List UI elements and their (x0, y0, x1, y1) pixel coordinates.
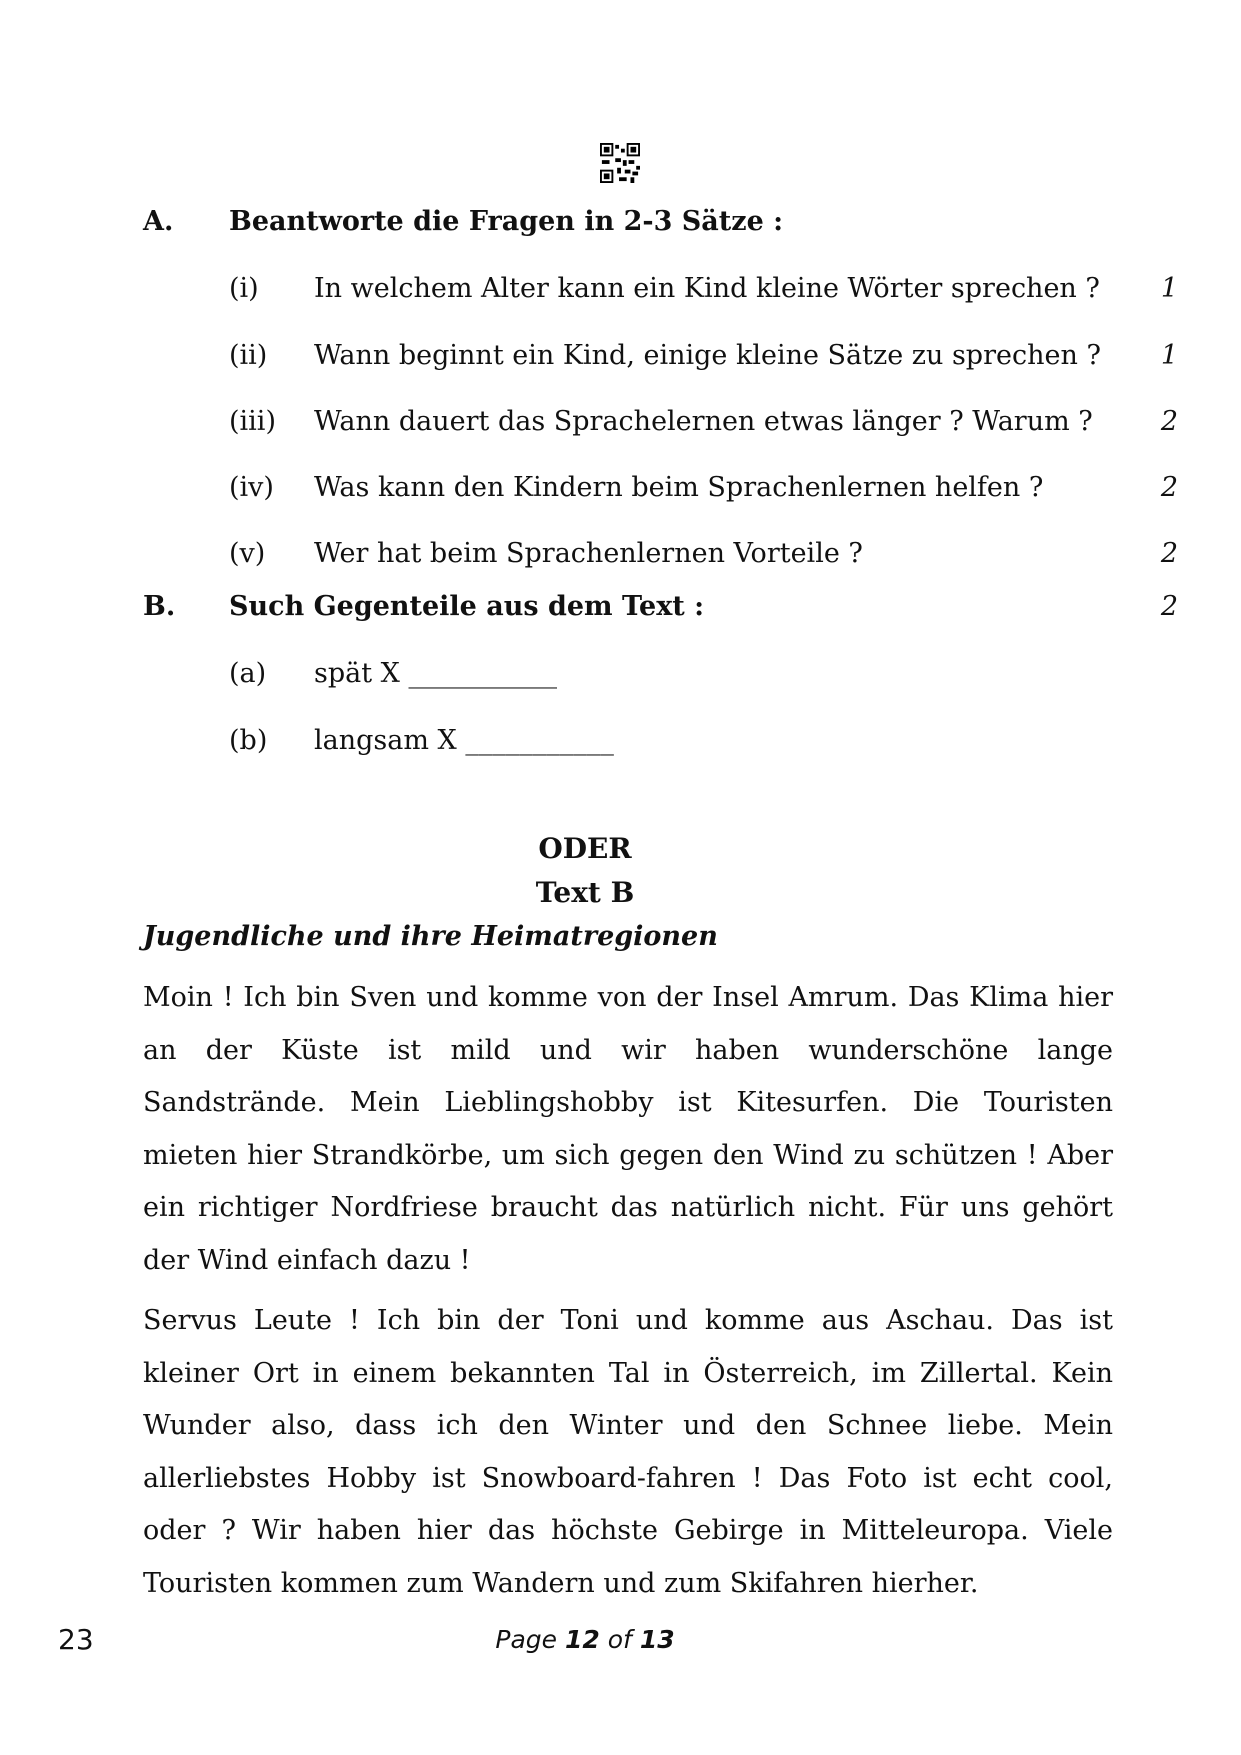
question-text: Wann beginnt ein Kind, einige kleine Sätze zu sprechen ? (314, 340, 1101, 371)
item-text: langsam X ___________ (314, 725, 614, 756)
page-indicator (0, 1625, 1170, 1654)
oder-heading: ODER (538, 832, 632, 865)
paragraph: Servus Leute ! Ich bin der Toni und komme aus Aschau. Das ist kleiner Ort in einem bekannten Tal in Österreich, im Zillertal. Kein Wunder also, dass ich den Winter und den Schnee liebe. Mein allerliebstes Hobby ist Snowboard-fahren ! Das Foto ist echt cool, oder ? Wir haben hier das höchste Gebirge in Mitteleuropa. Viele Touristen kommen zum Wandern und zum Skifahren hierher. (143, 1305, 1113, 1599)
of-word: of (607, 1625, 632, 1654)
text-b-heading: Text B (535, 876, 635, 909)
text-b-subtitle: Jugendliche und ihre Heimatregionen (143, 921, 718, 952)
question-marks: 1 (1160, 340, 1178, 371)
section-a-title: Beantworte die Fragen in 2-3 Sätze : (229, 206, 784, 237)
question-number: (v) (229, 538, 266, 569)
question-marks: 2 (1160, 472, 1178, 503)
page-number: 12 (565, 1625, 600, 1654)
reading-text (143, 972, 1113, 1610)
section-b-title: Such Gegenteile aus dem Text : (229, 591, 705, 622)
question-marks: 1 (1160, 273, 1178, 304)
paper-code: 23 (58, 1623, 94, 1656)
paragraph: Moin ! Ich bin Sven und komme von der Insel Amrum. Das Klima hier an der Küste ist mild und wir haben wunderschöne lange Sandstrände. Mein Lieblingshobby ist Kitesurfen. Die Touristen mieten hier Strandkörbe, um sich gegen den Wind zu schützen ! Aber ein richtiger Nordfriese braucht das natürlich nicht. Für uns gehört der Wind einfach dazu ! (143, 982, 1113, 1276)
question-marks: 2 (1160, 406, 1178, 437)
question-text: In welchem Alter kann ein Kind kleine Wörter sprechen ? (314, 273, 1100, 304)
question-marks: 2 (1160, 538, 1178, 569)
item-text: spät X ___________ (314, 658, 557, 689)
question-number: (ii) (229, 340, 268, 371)
question-number: (iii) (229, 406, 276, 437)
question-text: Wer hat beim Sprachenlernen Vorteile ? (314, 538, 863, 569)
item-number: (b) (229, 725, 268, 756)
section-b-marks: 2 (1160, 591, 1178, 622)
page-word: Page (495, 1625, 558, 1654)
qr-code-icon (600, 143, 640, 183)
question-text: Was kann den Kindern beim Sprachenlernen helfen ? (314, 472, 1044, 503)
question-number: (i) (229, 273, 259, 304)
item-number: (a) (229, 658, 267, 689)
section-a-label: A. (143, 206, 174, 237)
question-text: Wann dauert das Sprachelernen etwas länger ? Warum ? (314, 406, 1093, 437)
section-b-label: B. (143, 591, 176, 622)
question-number: (iv) (229, 472, 274, 503)
page-total: 13 (639, 1625, 675, 1654)
